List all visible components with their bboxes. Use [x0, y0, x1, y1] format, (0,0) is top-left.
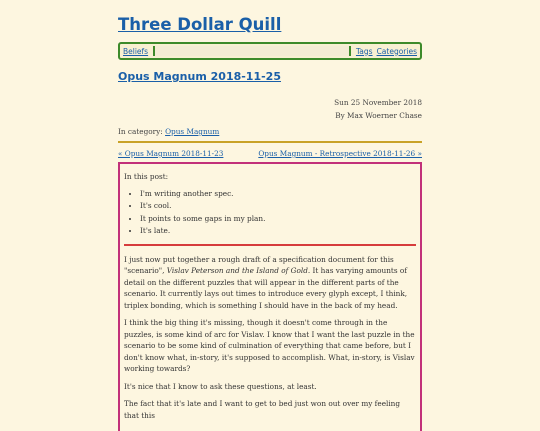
nav-tags-link[interactable]: Tags	[355, 46, 373, 56]
prev-post-link[interactable]: « Opus Magnum 2018-11-23	[118, 149, 224, 158]
paragraph: The fact that it's late and I want to get to bed just won out over my feeling that this	[124, 399, 401, 420]
list-item: • It's late.	[140, 225, 416, 237]
list-item: • It points to some gaps in my plan.	[140, 213, 416, 225]
post-navigation	[118, 149, 422, 158]
category-link[interactable]: Opus Magnum	[165, 127, 220, 136]
list-item: • It's cool.	[140, 200, 416, 212]
paragraph: I think the big thing it's missing, though it doesn't come through in the puzzles, is some kind of arc for Vislav. I know that I want the last puzzle in the scenario to be some kind of culmination of everything that came before, but I don't know what, in-story, it's supposed to accomplish. What, in-story, is Vislav working towards?	[124, 318, 415, 373]
site-title-link[interactable]: Three Dollar Quill	[118, 15, 282, 34]
scenario-title: Vislav Peterson and the Island of Gold	[166, 266, 308, 275]
post-meta	[118, 96, 422, 122]
post-author: By Max Woerner Chase	[335, 111, 422, 120]
toc-intro: In this post:	[124, 172, 169, 181]
category-label: In category:	[118, 127, 163, 136]
post-content	[118, 162, 422, 431]
nav-categories-link[interactable]: Categories	[376, 46, 417, 56]
post-date: Sun 25 November 2018	[334, 98, 422, 107]
list-item: • I'm writing another spec.	[140, 188, 416, 200]
paragraph	[124, 254, 416, 312]
next-post-link[interactable]: Opus Magnum - Retrospective 2018-11-26 »	[258, 149, 422, 158]
paragraph: It's nice that I know to ask these questions, at least.	[124, 381, 317, 391]
post-title-link[interactable]: Opus Magnum 2018-11-25	[118, 70, 281, 83]
content-divider	[124, 244, 416, 246]
nav-beliefs-link[interactable]: Beliefs	[123, 46, 149, 56]
top-navbar	[118, 42, 422, 60]
toc-list	[124, 188, 416, 237]
divider	[118, 141, 422, 143]
post-category	[118, 127, 422, 136]
paragraph-text: I just now put together a rough draft of a specification document for this "scenario",	[124, 254, 394, 275]
page	[118, 0, 422, 431]
navbar-spacer	[153, 46, 351, 56]
paragraph-text: . It has varying amounts of detail on the different puzzles that will appear in the different parts of the scenario. It currently lays out times to introduce every glyph except, I think, triplex bonding, which is something I should have in the back of my head.	[124, 266, 408, 310]
